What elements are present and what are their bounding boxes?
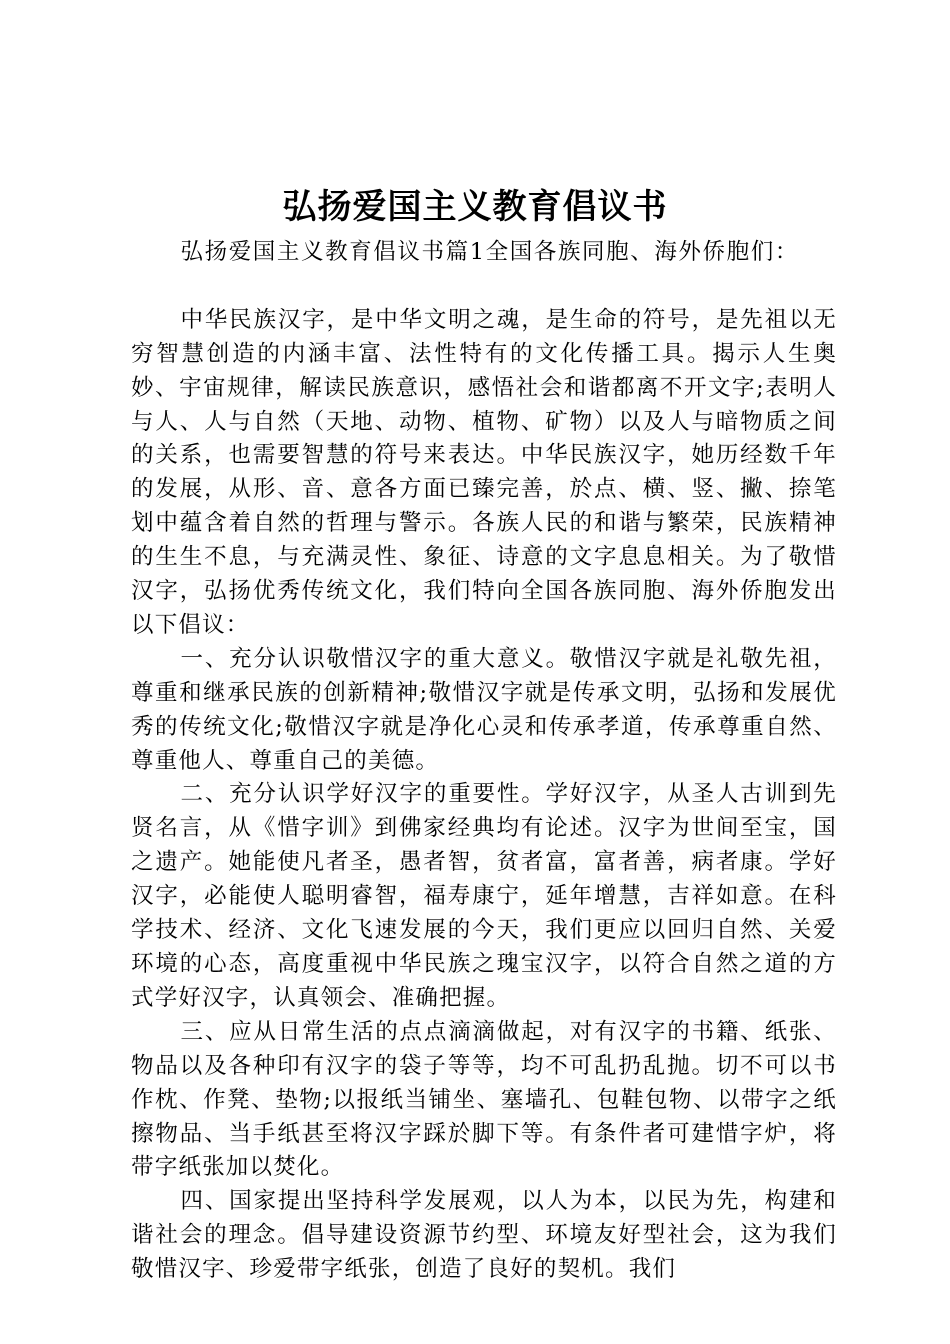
document-body	[131, 236, 837, 1287]
paragraph-point-1: 一、充分认识敬惜汉字的重大意义。敬惜汉字就是礼敬先祖，尊重和继承民族的创新精神;敬惜汉字就是传承文明，弘扬和发展优秀的传统文化;敬惜汉字就是净化心灵和传承孝道，传承尊重自然、尊重他人、尊重自己的美德。	[131, 645, 837, 774]
document-title: 弘扬爱国主义教育倡议书	[282, 187, 668, 227]
intro-line: 弘扬爱国主义教育倡议书篇1全国各族同胞、海外侨胞们：	[180, 239, 799, 265]
paragraph-point-3: 三、应从日常生活的点点滴滴做起，对有汉字的书籍、纸张、物品以及各种印有汉字的袋子等等，均不可乱扔乱抛。切不可以书作枕、作凳、垫物;以报纸当铺坐、塞墙孔、包鞋包物、以带字之纸擦物品、当手纸甚至将汉字踩於脚下等。有条件者可建惜字炉，将带字纸张加以焚化。	[131, 1018, 837, 1181]
paragraph-point-2: 二、充分认识学好汉字的重要性。学好汉字，从圣人古训到先贤名言，从《惜字训》到佛家经典均有论述。汉字为世间至宝，国之遗产。她能使凡者圣，愚者智，贫者富，富者善，病者康。学好汉字，必能使人聪明睿智，福寿康宁，延年增慧，吉祥如意。在科学技术、经济、文化飞速发展的今天，我们更应以回归自然、关爱环境的心态，高度重视中华民族之瑰宝汉字，以符合自然之道的方式学好汉字，认真领会、准确把握。	[131, 781, 837, 1011]
paragraph-preamble: 中华民族汉字，是中华文明之魂，是生命的符号，是先祖以无穷智慧创造的内涵丰富、法性特有的文化传播工具。揭示人生奥妙、宇宙规律，解读民族意识，感悟社会和谐都离不开文字;表明人与人、人与自然（天地、动物、植物、矿物）以及人与暗物质之间的关系，也需要智慧的符号来表达。中华民族汉字，她历经数千年的发展，从形、音、意各方面已臻完善，於点、横、竖、撇、捺笔划中蕴含着自然的哲理与警示。各族人民的和谐与繁荣，民族精神的生生不息，与充满灵性、象征、诗意的文字息息相关。为了敬惜汉字，弘扬优秀传统文化，我们特向全国各族同胞、海外侨胞发出以下倡议：	[131, 306, 837, 638]
paragraph-point-4: 四、国家提出坚持科学发展观，以人为本，以民为先，构建和谐社会的理念。倡导建设资源节约型、环境友好型社会，这为我们敬惜汉字、珍爱带字纸张，创造了良好的契机。我们	[131, 1188, 837, 1283]
